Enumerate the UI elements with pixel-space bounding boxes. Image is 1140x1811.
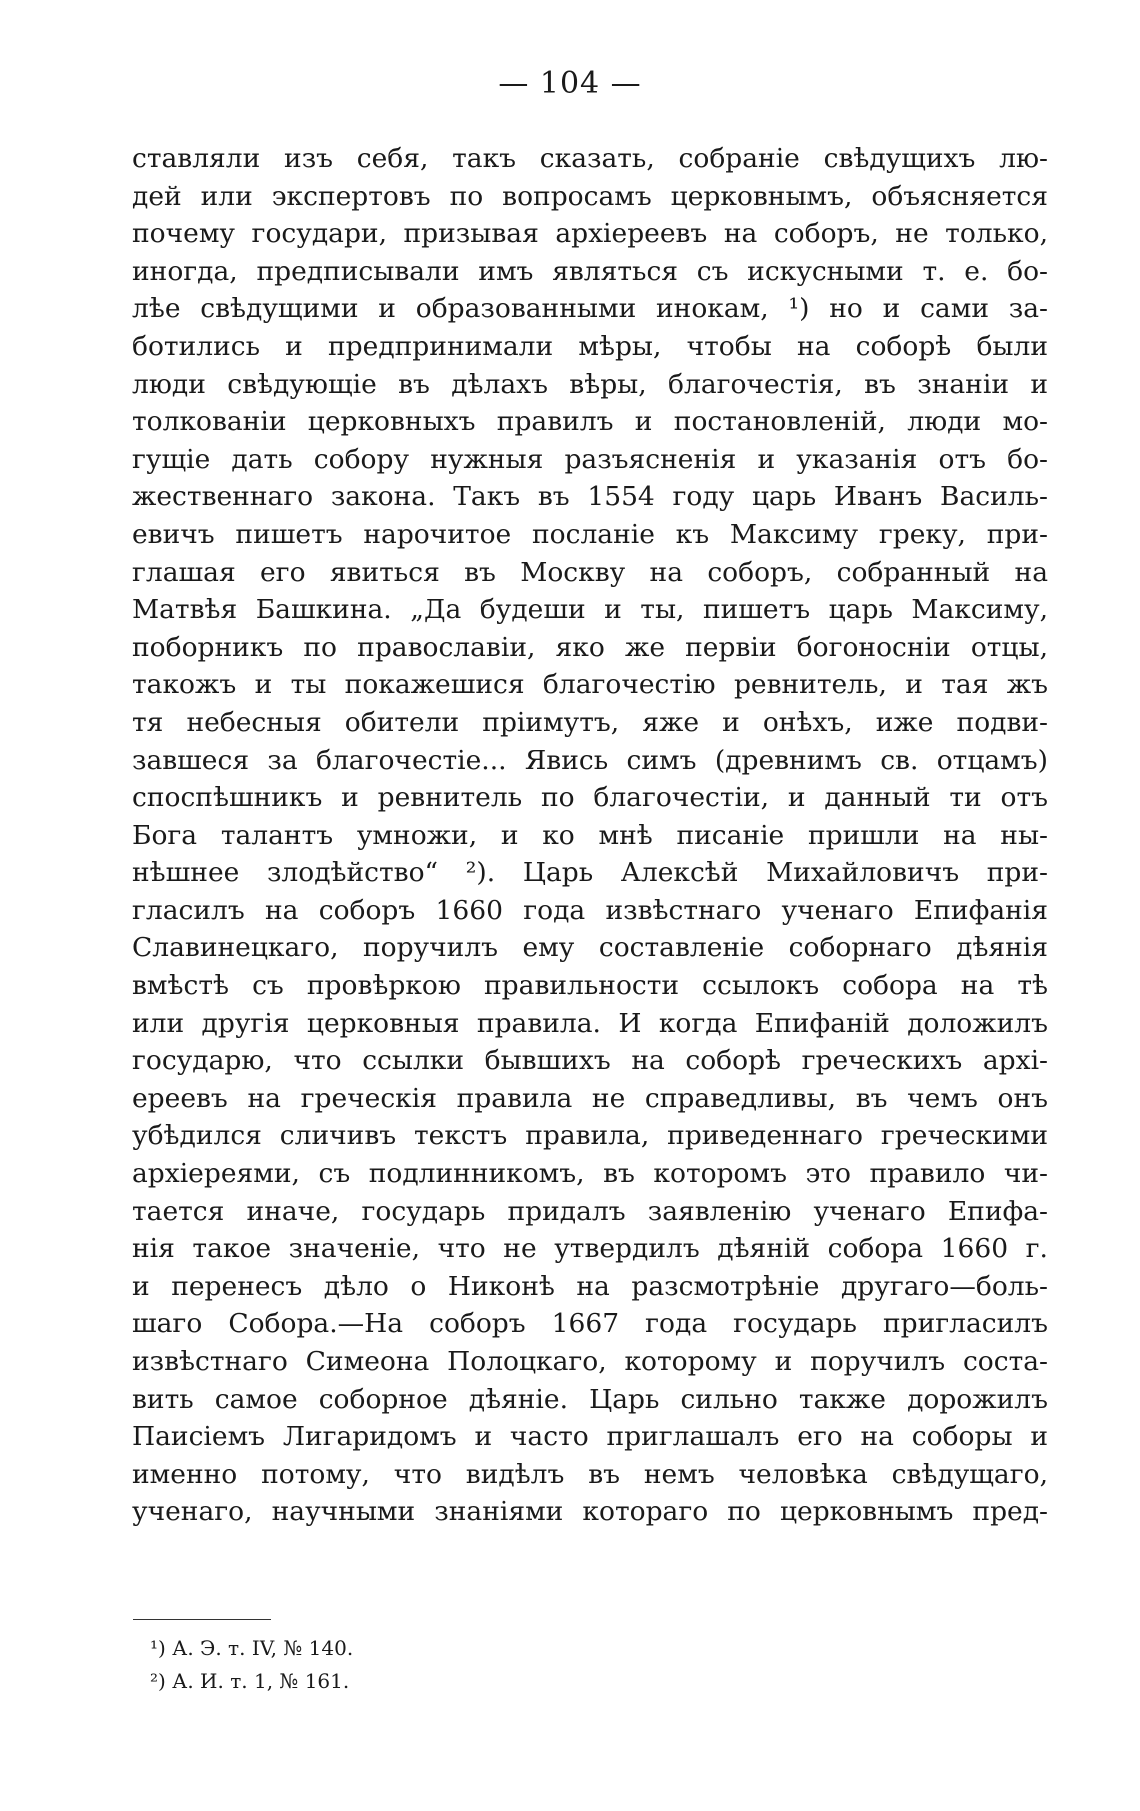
text-line [132, 742, 1048, 780]
text-line-content: ставляли изъ себя, такъ сказать, собраніе свѣдущихъ лю- [132, 143, 1048, 174]
text-line-content: архіереями, съ подлинникомъ, въ которомъ это правило чи- [132, 1158, 1048, 1190]
text-line-content: шаго Собора.—На соборъ 1667 года государь пригласилъ [132, 1308, 1048, 1340]
text-line [132, 1005, 1048, 1043]
text-line-content: и перенесъ дѣло о Никонѣ на разсмотрѣніе другаго—боль- [132, 1270, 1048, 1302]
text-line [132, 1155, 1048, 1193]
text-line [132, 1493, 1048, 1531]
text-line [132, 779, 1048, 817]
text-line-content: завшеся за благочестіе... Явись симъ (древнимъ св. отцамъ) [132, 744, 1048, 776]
text-line [132, 290, 1048, 328]
text-line [132, 666, 1048, 704]
text-line [132, 1456, 1048, 1494]
text-line [132, 178, 1048, 216]
text-line-content: почему государи, призывая архіереевъ на соборъ, не только, [132, 218, 1048, 250]
text-line-content: убѣдился сличивъ текстъ правила, приведеннаго греческими [132, 1120, 1048, 1152]
text-line-content: поборникъ по православіи, яко же первіи богоносніи отцы, [132, 631, 1048, 663]
text-line-content: вмѣстѣ съ провѣркою правильности ссылокъ собора на тѣ [132, 970, 1048, 1002]
text-line [132, 1193, 1048, 1231]
text-line-content: или другія церковныя правила. И когда Епифаній доложилъ [132, 1007, 1048, 1039]
text-line [132, 366, 1048, 404]
text-line-content: дей или экспертовъ по вопросамъ церковнымъ, объясняется [132, 180, 1048, 212]
text-line-content: ботились и предпринимали мѣры, чтобы на соборѣ были [132, 330, 1048, 362]
text-line-content: толкованіи церковныхъ правилъ и постановленій, люди мо- [132, 406, 1048, 438]
text-line-content: евичъ пишетъ нарочитое посланіе къ Максиму греку, при- [132, 518, 1048, 550]
text-line-content: жественнаго закона. Такъ въ 1554 году царь Иванъ Василь- [132, 481, 1048, 513]
text-line-content: извѣстнаго Симеона Полоцкаго, которому и поручилъ соста- [132, 1346, 1048, 1377]
page-number: — 104 — [498, 66, 642, 101]
text-line-content: глашая его явиться въ Москву на соборъ, собранный на [132, 556, 1048, 588]
text-line [132, 1042, 1048, 1080]
text-line [132, 1117, 1048, 1155]
text-line [132, 929, 1048, 967]
text-line [132, 1230, 1048, 1268]
text-line [132, 478, 1048, 516]
text-line [132, 854, 1048, 892]
body-text [132, 140, 1048, 1531]
text-line-content: нія такое значеніе, что не утвердилъ дѣяній собора 1660 г. [132, 1233, 1048, 1265]
text-line-content: Матвѣя Башкина. „Да будеши и ты, пишетъ царь Максиму, [132, 594, 1048, 626]
text-line-content: государю, что ссылки бывшихъ на соборѣ греческихъ архі- [132, 1045, 1048, 1077]
text-line [132, 967, 1048, 1005]
text-line-content: люди свѣдующіе въ дѣлахъ вѣры, благочестія, въ знаніи и [132, 368, 1048, 400]
footnote-1: ¹) А. Э. т. IV, № 140. [150, 1636, 354, 1660]
text-line [132, 1343, 1048, 1381]
text-line-content: ученаго, научными знаніями котораго по церковнымъ пред- [132, 1496, 1048, 1528]
text-line [132, 629, 1048, 667]
text-line [132, 253, 1048, 291]
text-line-content: Бога талантъ умножи, и ко мнѣ писаніе пришли на ны- [132, 819, 1048, 851]
text-line-content: ереевъ на греческія правила не справедливы, въ чемъ онъ [132, 1082, 1048, 1114]
text-line-content: вить самое соборное дѣяніе. Царь сильно также дорожилъ [132, 1383, 1048, 1415]
text-line-content: иногда, предписывали имъ являться съ искусными т. е. бо- [132, 255, 1048, 287]
text-line [132, 1268, 1048, 1306]
text-line [132, 817, 1048, 855]
text-line [132, 441, 1048, 479]
text-line-content: Славинецкаго, поручилъ ему составленіе соборнаго дѣянія [132, 932, 1048, 964]
text-line-content: такожъ и ты покажешися благочестію ревнитель, и тая жъ [132, 669, 1048, 701]
text-line [132, 704, 1048, 742]
text-line-content: именно потому, что видѣлъ въ немъ человѣка свѣдущаго, [132, 1458, 1048, 1490]
text-line [132, 1080, 1048, 1118]
text-line [132, 516, 1048, 554]
text-line-content: тя небесныя обители пріимутъ, яже и онѣхъ, иже подви- [132, 706, 1048, 738]
text-line-content: нѣшнее злодѣйство“ ²). Царь Алексѣй Михайловичъ при- [132, 857, 1048, 889]
text-line-content: тается иначе, государь придалъ заявленію ученаго Епифа- [132, 1195, 1048, 1227]
footnote-2: ²) А. И. т. 1, № 161. [150, 1669, 350, 1693]
text-line-content: Паисіемъ Лигаридомъ и часто приглашалъ его на соборы и [132, 1421, 1048, 1453]
text-line-content: гласилъ на соборъ 1660 года извѣстнаго ученаго Епифанія [132, 894, 1048, 926]
text-line [132, 554, 1048, 592]
text-line [132, 1418, 1048, 1456]
text-line [132, 403, 1048, 441]
text-line [132, 140, 1048, 178]
text-line [132, 328, 1048, 366]
footnote-divider [133, 1619, 271, 1620]
text-line-content: лѣе свѣдущими и образованными инокам, ¹) но и сами за- [132, 293, 1048, 325]
text-line [132, 215, 1048, 253]
text-line-content: гущіе дать собору нужныя разъясненія и указанія отъ бо- [132, 443, 1048, 475]
text-line [132, 1305, 1048, 1343]
footnotes [150, 1632, 353, 1698]
text-line [132, 591, 1048, 629]
text-line-content: споспѣшникъ и ревнитель по благочестіи, и данный ти отъ [132, 782, 1048, 814]
text-line [132, 892, 1048, 930]
text-line [132, 1381, 1048, 1419]
